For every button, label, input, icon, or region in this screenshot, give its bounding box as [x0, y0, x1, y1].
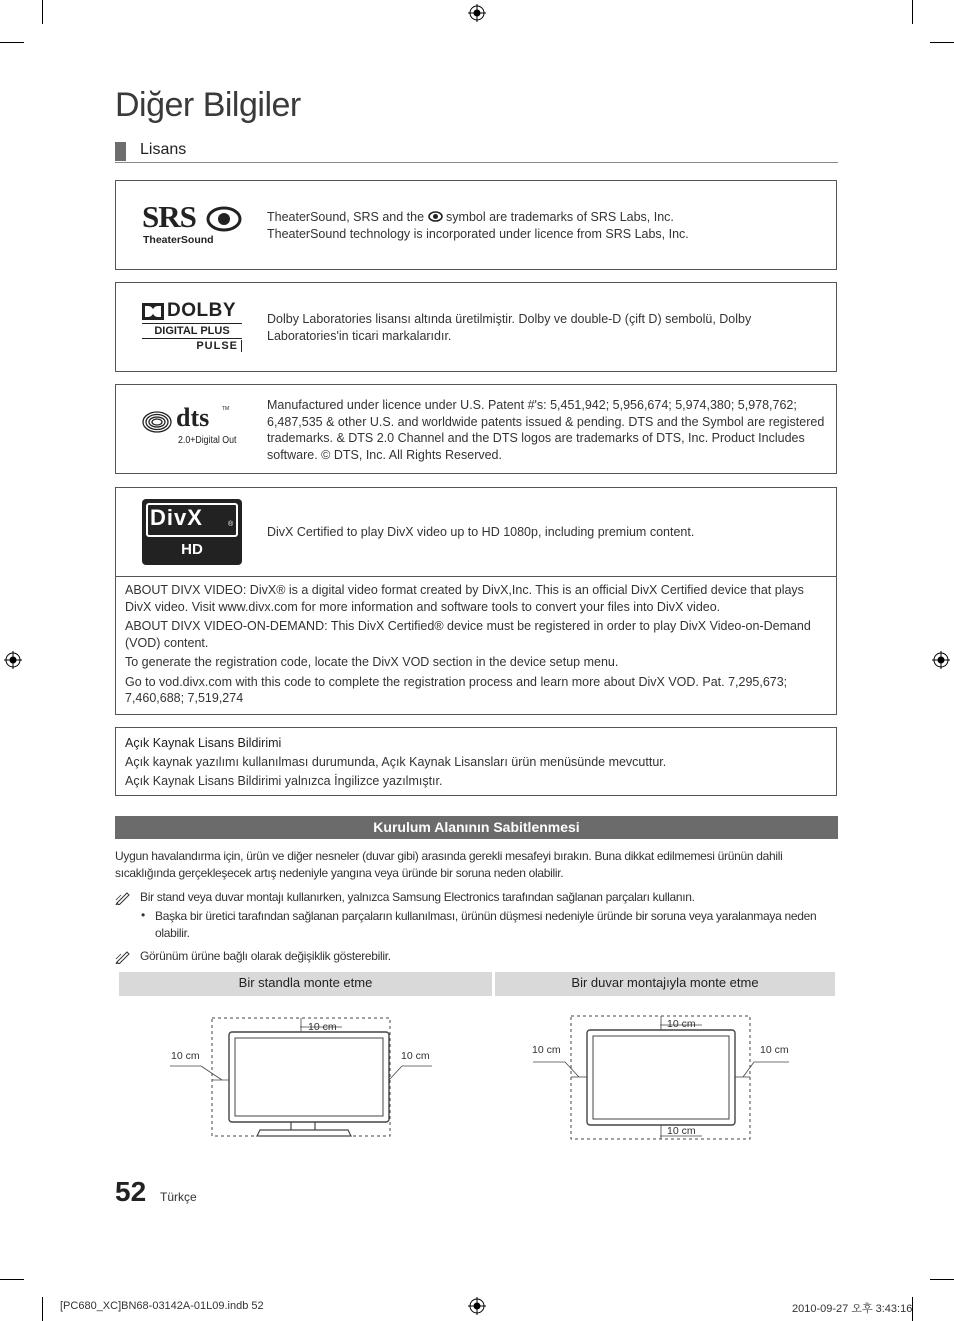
dts-logo-subtext: 2.0+Digital Out	[178, 435, 237, 446]
wall-right-clearance: 10 cm	[760, 1044, 789, 1056]
dolby-logo-line3: PULSE	[192, 340, 242, 352]
divx-about-section	[116, 576, 836, 710]
dts-disc-icon	[142, 411, 172, 433]
open-source-title: Açık Kaynak Lisans Bildirimi	[125, 736, 282, 750]
srs-logo-subtext: TheaterSound	[143, 234, 214, 246]
open-source-line1: Açık kaynak yazılımı kullanılması durumunda, Açık Kaynak Lisansları ürün menüsünde mevcuttur.	[125, 755, 667, 769]
crop-mark	[930, 42, 954, 43]
srs-text-line2: TheaterSound technology is incorporated under licence from SRS Labs, Inc.	[267, 226, 689, 241]
stand-top-clearance: 10 cm	[308, 1021, 337, 1033]
section-bar	[115, 142, 126, 161]
dts-logo-tm: TM	[222, 406, 230, 412]
wall-mount-header: Bir duvar montajıyla monte etme	[495, 972, 835, 996]
footer-file: [PC680_XC]BN68-03142A-01L09.indb 52	[60, 1300, 264, 1312]
divx-about-vod: ABOUT DIVX VIDEO-ON-DEMAND: This DivX Certified® device must be registered in order to play DivX Video-on-Demand (VOD) content.	[125, 619, 811, 650]
registration-mark-icon	[468, 4, 486, 22]
srs-logo	[142, 199, 242, 249]
note-pencil-icon	[115, 950, 131, 964]
registration-mark-icon	[932, 651, 950, 669]
dolby-text: Dolby Laboratories lisansı altında üretilmiştir. Dolby ve double-D (çift D) sembolü, Dolby Laboratories'in ticari markalarıdır.	[267, 312, 752, 343]
bullet-icon: •	[141, 908, 146, 922]
divx-logo-subtext: HD	[181, 541, 203, 558]
dts-text: Manufactured under licence under U.S. Patent #'s: 5,451,942; 5,956,674; 5,974,380; 5,978,762; 6,487,535 & other U.S. and worldwide patents issued & pending. DTS and the Symbol are registered trademarks. & DTS 2.0 Channel and the DTS logos are trademarks of DTS, Inc. Product Includes software. © DTS, Inc. All Rights Reserved.	[267, 398, 825, 462]
wall-bottom-clearance: 10 cm	[667, 1125, 696, 1137]
section-title: Lisans	[140, 141, 187, 158]
divx-text: DivX Certified to play DivX video up to HD 1080p, including premium content.	[267, 525, 695, 539]
dolby-logo	[142, 301, 242, 357]
wall-top-clearance: 10 cm	[667, 1018, 696, 1030]
divx-logo	[142, 499, 242, 565]
install-heading: Kurulum Alanının Sabitlenmesi	[115, 816, 838, 839]
crop-mark	[42, 1297, 43, 1321]
page-number: 52	[115, 1176, 147, 1207]
divx-license-box	[115, 487, 837, 715]
srs-text-b: symbol are trademarks of SRS Labs, Inc.	[446, 210, 674, 224]
stand-mount-header: Bir standla monte etme	[119, 972, 492, 996]
registration-mark-icon	[468, 1297, 486, 1315]
srs-text	[267, 209, 827, 242]
wall-left-clearance: 10 cm	[532, 1044, 561, 1056]
dolby-license-box	[115, 282, 837, 372]
registration-mark-icon	[4, 651, 22, 669]
srs-symbol-icon	[428, 211, 443, 222]
divx-registration: To generate the registration code, locate the DivX VOD section in the device setup menu.	[125, 655, 619, 669]
dolby-logo-line2: DIGITAL PLUS	[142, 323, 242, 339]
dts-logo	[142, 403, 246, 451]
divx-logo-text: DivX	[150, 505, 203, 530]
install-note-2: Görünüm ürüne bağlı olarak değişiklik gösterebilir.	[140, 949, 391, 963]
dts-logo-text: dts	[176, 403, 210, 432]
divx-logo-reg: ®	[228, 521, 234, 528]
stand-left-clearance: 10 cm	[171, 1050, 200, 1062]
stand-right-clearance: 10 cm	[401, 1050, 430, 1062]
crop-mark	[930, 1279, 954, 1280]
open-source-box	[115, 727, 837, 796]
srs-license-box	[115, 180, 837, 270]
page-title: Diğer Bilgiler	[115, 86, 301, 124]
page-language: Türkçe	[160, 1190, 197, 1204]
stand-mount-diagram	[165, 1010, 445, 1145]
divx-about-video: ABOUT DIVX VIDEO: DivX® is a digital video format created by DivX,Inc. This is an official DivX Certified device that plays DivX video. Visit www.divx.com for more information and software tools to convert your files into DivX video.	[125, 583, 804, 614]
install-note-1: Bir stand veya duvar montajı kullanırken, yalnızca Samsung Electronics tarafından sağlanan parçaları kullanın.	[140, 890, 695, 904]
wall-mount-diagram	[525, 1010, 805, 1145]
dts-license-box	[115, 384, 837, 474]
install-intro: Uygun havalandırma için, ürün ve diğer nesneler (duvar gibi) arasında gerekli mesafeyi bırakın. Buna dikkat edilmemesi ürünün dahili sıcaklığında gerçekleşecek artış nedeniyle yangına veya üründe bir soruna neden olabilir.	[115, 849, 783, 880]
install-bullet-1: Başka bir üretici tarafından sağlanan parçaların kullanılması, ürünün düşmesi nedeniyle üründe bir soruna veya yaralanmaya neden olabilir.	[155, 909, 817, 940]
srs-logo-text: SRS	[142, 199, 196, 234]
note-pencil-icon	[115, 891, 131, 905]
crop-mark	[0, 42, 24, 43]
crop-mark	[912, 0, 913, 24]
section-header	[115, 140, 838, 163]
open-source-line2: Açık Kaynak Lisans Bildirimi yalnızca İngilizce yazılmıştır.	[125, 774, 443, 788]
divx-go-to: Go to vod.divx.com with this code to complete the registration process and learn more about DivX VOD. Pat. 7,295,673; 7,460,688; 7,519,274	[125, 674, 788, 705]
crop-mark	[0, 1279, 24, 1280]
dolby-double-d-icon	[142, 303, 164, 320]
dolby-logo-text: DOLBY	[167, 300, 236, 321]
srs-eye-icon	[206, 204, 242, 234]
footer-date: 2010-09-27 오후 3:43:16	[792, 1303, 913, 1315]
crop-mark	[42, 0, 43, 24]
srs-text-a: TheaterSound, SRS and the	[267, 210, 425, 224]
